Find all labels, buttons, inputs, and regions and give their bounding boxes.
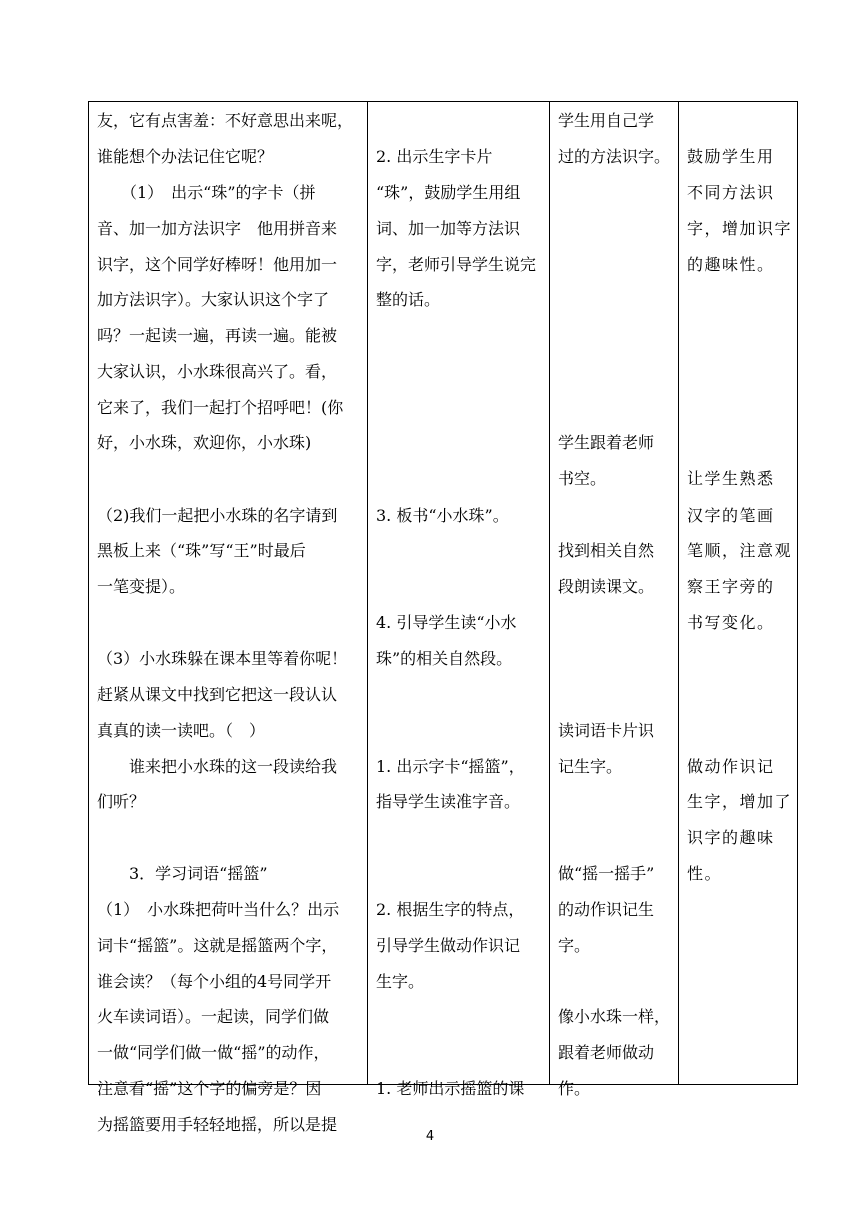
col4-text-line: 的趣味性。: [687, 255, 775, 274]
col4-text-line: 鼓励学生用: [687, 147, 775, 166]
col1-text-line: （2)我们一起把小水珠的名字请到: [97, 506, 338, 525]
col2-text-line: 1. 出示字卡“摇篮”，: [376, 757, 525, 776]
col4-text-line: 识字的趣味: [687, 828, 775, 847]
col1-text-line: 谁会读？（每个小组的4号同学开: [97, 972, 332, 991]
col3-text-line: 作。: [558, 1079, 591, 1098]
col1-text-line: 一做“同学们做一做“摇”的动作，: [97, 1043, 330, 1062]
col3-text-line: 段朗读课文。: [558, 577, 655, 596]
student-activity-column: [549, 102, 678, 1098]
col3-text-line: 的动作识记生: [558, 900, 655, 919]
col3-text-line: 过的方法识字。: [558, 147, 671, 166]
col3-text-line: 学生跟着老师: [558, 433, 655, 452]
lesson-plan-table: [88, 101, 798, 1134]
col1-text-line: 注意看“摇”这个字的偏旁是？因: [97, 1079, 322, 1098]
col1-text-line: 黑板上来（“珠”写“王”时最后: [97, 541, 306, 560]
col3-text-line: 字。: [558, 936, 591, 955]
col3-text-line: 做“摇一摇手”: [558, 864, 655, 883]
col4-text-line: 做动作识记: [687, 757, 775, 776]
col1-text-line: 识字，这个同学好棒呀！他用加一: [97, 255, 338, 274]
col4-text-line: 汉字的笔画: [687, 506, 775, 525]
col1-text-line: 谁来把小水珠的这一段读给我: [97, 757, 338, 776]
col1-text-line: 音、加一加方法识字 他用拼音来: [97, 219, 338, 238]
teacher-activity-column: [367, 102, 549, 1098]
col1-text-line: 3．学习词语“摇篮”: [97, 864, 268, 883]
col1-text-line: 加方法识字）。大家认识这个字了: [97, 290, 330, 309]
col2-text-line: 词、加一加等方法识: [376, 219, 521, 238]
col1-text-line: 赶紧从课文中找到它把这一段认认: [97, 685, 338, 704]
col1-text-line: 大家认识，小水珠很高兴了。看，: [97, 362, 338, 381]
col2-text-line: “珠”，鼓励学生用组: [376, 183, 521, 202]
col4-text-line: 笔顺，注意观: [687, 541, 793, 560]
col4-text-line: 让学生熟悉: [687, 469, 775, 488]
col3-text-line: 学生用自己学: [558, 111, 655, 130]
col3-text-line: 读词语卡片识: [558, 721, 655, 740]
col4-text-line: 字，增加识字: [687, 219, 793, 238]
col2-text-line: 字，老师引导学生说完: [376, 255, 537, 274]
col1-text-line: 好，小水珠，欢迎你，小水珠): [97, 433, 312, 452]
col2-text-line: 整的话。: [376, 290, 441, 309]
col4-text-line: 察王字旁的: [687, 577, 775, 596]
col1-text-line: 一笔变提）。: [97, 577, 186, 596]
col1-text-line: 谁能想个办法记住它呢？: [97, 147, 274, 166]
col1-text-line: 真真的读一读吧。（ ）: [97, 721, 266, 740]
col1-text-line: 友，它有点害羞：不好意思出来呢，: [97, 111, 354, 130]
col3-text-line: 书空。: [558, 469, 607, 488]
col2-text-line: 生字。: [376, 972, 425, 991]
col1-text-line: 词卡“摇篮”。这就是摇篮两个字，: [97, 936, 338, 955]
col1-text-line: 吗？一起读一遍，再读一遍。能被: [97, 326, 338, 345]
col4-text-line: 性。: [687, 864, 723, 883]
col1-text-line: 它来了，我们一起打个招呼吧！(你: [97, 398, 344, 417]
col2-text-line: 珠”的相关自然段。: [376, 649, 513, 668]
col3-text-line: 找到相关自然: [558, 541, 655, 560]
teaching-process-column: [89, 102, 367, 1134]
col4-text-line: 书写变化。: [687, 613, 775, 632]
col1-text-line: 火车读词语）。一起读，同学们做: [97, 1007, 330, 1026]
col2-text-line: 4. 引导学生读“小水: [376, 613, 517, 632]
page-number: 4: [425, 1129, 435, 1144]
col4-text-line: 生字，增加了: [687, 792, 793, 811]
col2-text-line: 3. 板书“小水珠”。: [376, 506, 509, 525]
col1-text-line: （3）小水珠躲在课本里等着你呢！: [97, 649, 348, 668]
col1-text-line: （1） 出示“珠”的字卡（拼: [97, 183, 316, 202]
design-intent-column: [678, 102, 797, 1084]
col4-text-line: 不同方法识: [687, 183, 775, 202]
col2-text-line: 引导学生做动作识记: [376, 936, 521, 955]
col3-text-line: 跟着老师做动: [558, 1043, 655, 1062]
col3-text-line: 像小水珠一样，: [558, 1007, 671, 1026]
col2-text-line: 指导学生读准字音。: [376, 792, 521, 811]
col1-text-line: 们听？: [97, 792, 146, 811]
col1-text-line: （1） 小水珠把荷叶当什么？出示: [97, 900, 340, 919]
col2-text-line: 1. 老师出示摇篮的课: [376, 1079, 525, 1098]
col3-text-line: 记生字。: [558, 757, 623, 776]
col2-text-line: 2. 根据生字的特点，: [376, 900, 525, 919]
col2-text-line: 2. 出示生字卡片: [376, 147, 493, 166]
col1-text-line: 为摇篮要用手轻轻地摇，所以是提: [97, 1115, 338, 1134]
